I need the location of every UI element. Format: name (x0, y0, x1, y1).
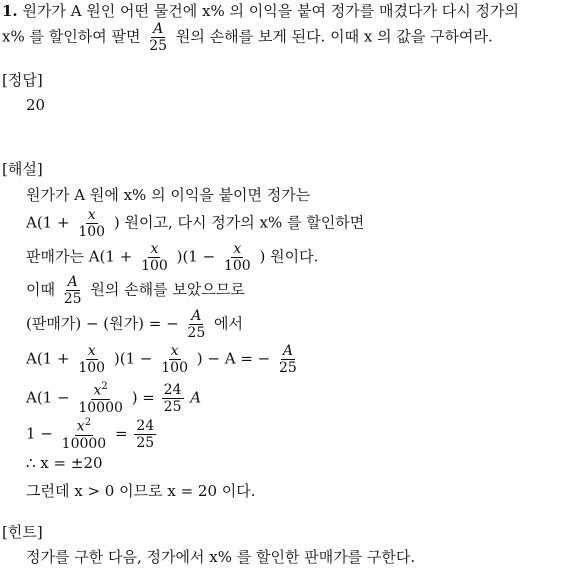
s6-num2: x (170, 343, 179, 359)
s8-fraction-2 (134, 419, 156, 450)
problem-line-1 (2, 4, 519, 19)
problem-text-1: 원가가 A 원인 어떤 물건에 x% 의 이익을 붙여 정가를 매겼다가 다시 정가의 (22, 2, 519, 20)
s5-fraction (185, 309, 207, 340)
s7-num2: 24 (163, 381, 182, 398)
s8-den1: 10000 (61, 435, 107, 452)
s7-den1: 10000 (78, 399, 123, 416)
s4-fraction (62, 275, 84, 306)
s3-fraction-1 (139, 242, 170, 273)
fraction-denominator: 25 (149, 38, 168, 54)
s5-pre: (판매가) − (원가) = − (26, 314, 179, 333)
s8-num2: 24 (136, 417, 155, 434)
solution-line-8 (26, 418, 158, 451)
problem-fraction (147, 22, 169, 53)
s3-den2: 100 (223, 258, 251, 274)
s3-mid: )(1 − (176, 247, 216, 266)
s8-pre: 1 − (26, 424, 53, 443)
answer-label: [정답] (2, 71, 43, 89)
s5-num: A (191, 308, 202, 324)
s2-post: ) 원이고, 다시 정가의 x% 를 할인하면 (113, 213, 365, 232)
s2-num: x (87, 207, 96, 223)
s2-fraction (76, 208, 107, 239)
s3-den1: 100 (141, 258, 168, 274)
s7-num1: x (93, 382, 102, 399)
solution-line-3 (26, 242, 318, 273)
problem-number: 1. (2, 2, 18, 20)
s8-sup: 2 (84, 417, 92, 428)
s7-post: A (190, 388, 202, 407)
s6-den1: 100 (78, 360, 106, 376)
solution-line-5 (26, 309, 243, 340)
s7-fraction-1 (76, 382, 125, 415)
s5-den: 25 (187, 325, 206, 341)
s7-sup: 2 (101, 381, 108, 392)
s5-post: 에서 (214, 314, 244, 333)
problem-text-2a: x% 를 할인하여 팔면 (2, 27, 141, 46)
s4-num: A (67, 274, 78, 290)
s6-fraction-2 (159, 344, 190, 375)
solution-line-6 (26, 344, 301, 375)
s8-num1-wrap (75, 418, 93, 436)
answer-value: 20 (26, 96, 46, 114)
problem-text-2b: 원의 손해를 보게 된다. 이때 x 의 값을 구하여라. (175, 27, 493, 46)
s4-post: 원의 손해를 보았으므로 (90, 280, 245, 299)
solution-line-1: 원가가 A 원에 x% 의 이익을 붙이면 정가는 (26, 186, 311, 204)
solution-line-10: 그런데 x > 0 이므로 x = 20 이다. (26, 482, 256, 500)
solution-line-9: ∴ x = ±20 (26, 454, 103, 472)
hint-text: 정가를 구한 다음, 정가에서 x% 를 할인한 판매가를 구한다. (26, 548, 416, 566)
problem-line-2 (2, 22, 493, 53)
s2-den: 100 (78, 224, 106, 240)
s6-pre: A(1 + (26, 349, 70, 368)
s6-num1: x (87, 343, 96, 359)
s6-mid: )(1 − (113, 349, 153, 368)
s3-post: ) 원이다. (259, 247, 319, 266)
s6-den3: 25 (279, 360, 297, 376)
s6-mid2: ) − A = − (196, 349, 271, 368)
s6-fraction-3 (277, 344, 299, 375)
s6-den2: 100 (161, 360, 188, 376)
s8-num1: x (76, 418, 85, 435)
s6-fraction-1 (76, 344, 107, 375)
s7-num1-wrap (91, 382, 109, 400)
s3-num2: x (233, 241, 242, 257)
s7-mid: ) = (131, 388, 155, 407)
s7-den2: 25 (163, 398, 182, 415)
s3-num1: x (150, 241, 159, 257)
solution-line-2 (26, 208, 364, 239)
s4-den: 25 (63, 291, 82, 307)
solution-line-4 (26, 275, 245, 306)
s4-pre: 이때 (26, 280, 55, 299)
s2-pre: A(1 + (26, 213, 70, 232)
s3-pre: 판매가는 A(1 + (26, 247, 133, 266)
s8-fraction-1 (60, 418, 109, 451)
s3-fraction-2 (222, 242, 253, 273)
s8-mid: = (115, 424, 128, 443)
fraction-numerator: A (153, 21, 164, 37)
s6-num3: A (282, 343, 293, 359)
s8-den2: 25 (136, 434, 155, 451)
hint-label: [힌트] (2, 523, 43, 541)
s7-pre: A(1 − (26, 388, 70, 407)
s7-fraction-2 (162, 383, 184, 414)
solution-label: [해설] (2, 160, 43, 178)
solution-line-7 (26, 382, 201, 415)
